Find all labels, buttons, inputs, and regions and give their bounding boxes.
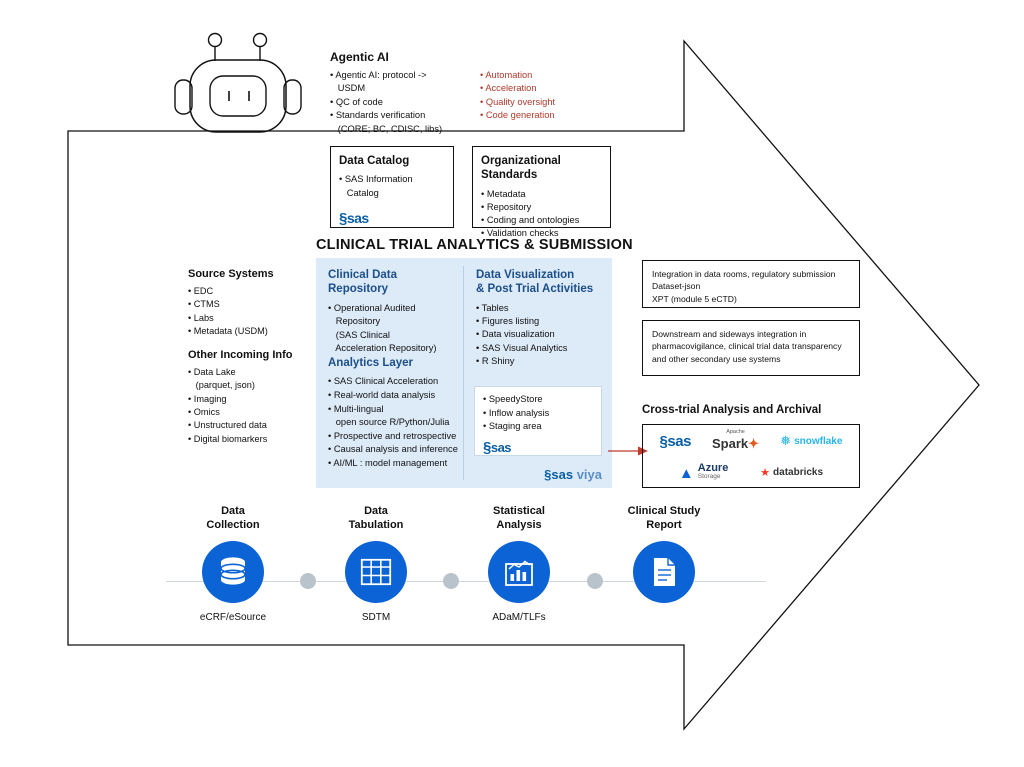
- clinical-data-repository-bullets: [328, 302, 456, 356]
- data-visualization-bullets: [476, 302, 604, 329]
- timeline-icon-circle: [633, 541, 695, 603]
- list-item: USDM: [330, 83, 366, 94]
- title-line-2: Standards: [481, 169, 538, 182]
- agentic-ai-benefits-list: [480, 69, 555, 136]
- list-item: • Imaging: [188, 393, 227, 404]
- organizational-standards-bullets: [481, 188, 602, 241]
- data-catalog-bullets: [339, 173, 445, 199]
- other-incoming-info-title: Other Incoming Info: [188, 349, 293, 361]
- list-item: Acceleration Repository): [328, 343, 437, 354]
- note-line: XPT (module 5 eCTD): [652, 293, 737, 304]
- timeline-caption: Data Collection: [206, 505, 260, 531]
- list-item: • Data Lake: [188, 367, 236, 377]
- sas-logo: §sas: [659, 432, 691, 450]
- note-line: and other secondary use systems: [652, 353, 781, 364]
- submission-integration-note: [642, 260, 860, 308]
- clinical-data-repository-block: [328, 268, 456, 356]
- panel-divider: [463, 266, 464, 480]
- note-line: pharmacovigilance, clinical trial data transparency: [652, 341, 842, 352]
- title-line-2: & Post Trial Activities: [476, 283, 594, 296]
- database-icon: [219, 557, 247, 587]
- list-item: • Omics: [188, 407, 220, 418]
- timeline-sublabel: ADaM/TLFs: [492, 611, 546, 623]
- downstream-integration-note: [642, 320, 860, 376]
- document-icon: [653, 557, 676, 587]
- list-item: • Labs: [188, 312, 214, 323]
- title-line-1: Clinical Data: [328, 269, 398, 281]
- list-item: (parquet, json): [188, 380, 255, 391]
- timeline-node-clinical-study-report: [599, 505, 729, 612]
- timeline-node-statistical-analysis: [454, 505, 584, 623]
- data-catalog-card: [330, 146, 454, 228]
- sas-viya-logo: §sas viya: [544, 467, 602, 482]
- process-timeline: [150, 505, 790, 640]
- timeline-caption: Data Tabulation: [348, 505, 404, 531]
- list-item: • Validation checks: [481, 228, 559, 239]
- analytics-layer-bullets: [328, 375, 460, 470]
- timeline-node-data-tabulation: [311, 505, 441, 623]
- list-item: • AI/ML : model management: [328, 457, 448, 468]
- timeline-icon-circle: [488, 541, 550, 603]
- list-item: • Data visualization: [476, 329, 555, 339]
- note-line: Integration in data rooms, regulatory submission: [652, 269, 836, 279]
- list-item: • Inflow analysis: [483, 407, 550, 418]
- timeline-sublabel: eCRF/eSource: [199, 611, 267, 623]
- azure-storage-logo: ▲ Azure Storage: [678, 461, 729, 483]
- bar-chart-icon: [505, 558, 533, 586]
- organizational-standards-title: [481, 154, 602, 183]
- timeline-connector-dot: [587, 573, 603, 589]
- source-systems-title: Source Systems: [188, 268, 274, 280]
- list-item: • EDC: [188, 286, 214, 296]
- timeline-sublabel: SDTM: [361, 611, 391, 623]
- title-line-1: Data Visualization: [476, 269, 575, 281]
- list-item: • R Shiny: [476, 356, 515, 367]
- timeline-caption: Clinical Study Report: [627, 505, 701, 531]
- list-item: • Unstructured data: [188, 420, 267, 431]
- clinical-data-repository-title: [328, 268, 456, 297]
- timeline-icon-circle: [202, 541, 264, 603]
- title-line-2: Repository: [328, 283, 389, 296]
- list-item: open source R/Python/Julia: [328, 417, 450, 428]
- list-item: • Operational Audited: [328, 302, 416, 313]
- source-systems-block: [188, 268, 318, 338]
- list-item: • Repository: [481, 201, 532, 212]
- list-item: (CORE; BC, CDISC, libs): [330, 123, 443, 134]
- list-item: Catalog: [339, 187, 379, 198]
- sas-viya-word-viya: viya: [576, 467, 602, 482]
- sas-viya-word-sas: sas: [551, 467, 574, 482]
- list-item: • Agentic AI: protocol ->: [330, 70, 427, 80]
- list-item: • Metadata (USDM): [188, 326, 268, 337]
- list-item: • Multi-lingual: [328, 403, 384, 414]
- list-item: • Staging area: [483, 421, 542, 432]
- sas-logo: §sas: [483, 438, 512, 456]
- timeline-connector-dot: [443, 573, 459, 589]
- agentic-ai-left-list: [330, 69, 480, 136]
- list-item: • SpeedyStore: [483, 394, 543, 404]
- other-incoming-info-list: [188, 366, 328, 446]
- list-item: • Tables: [476, 302, 509, 313]
- list-item: • Prospective and retrospective: [328, 430, 457, 441]
- data-visualization-block: [476, 268, 604, 329]
- list-item: • SAS Clinical Acceleration: [328, 376, 439, 387]
- list-item: • Coding and ontologies: [481, 215, 580, 226]
- list-item: • Causal analysis and inference: [328, 444, 458, 455]
- list-item: • Code generation: [480, 110, 555, 121]
- analytics-layer-title: Analytics Layer: [328, 357, 414, 369]
- list-item: • QC of code: [330, 96, 383, 107]
- page-title: CLINICAL TRIAL ANALYTICS & SUBMISSION: [316, 237, 633, 253]
- list-item: • Metadata: [481, 188, 526, 199]
- clinical-trial-analytics-panel: [316, 258, 612, 488]
- list-item: • SAS Information: [339, 174, 413, 185]
- organizational-standards-card: [472, 146, 611, 239]
- table-grid-icon: [361, 559, 391, 585]
- list-item: • CTMS: [188, 299, 220, 310]
- list-item: • Standards verification: [330, 110, 426, 121]
- other-incoming-info-block: [188, 349, 328, 446]
- data-visualization-title: [476, 268, 604, 297]
- list-item: • Automation: [480, 70, 533, 80]
- list-item: Repository: [328, 316, 381, 327]
- databricks-logo: ★ databricks: [760, 466, 824, 479]
- data-catalog-title: Data Catalog: [339, 155, 410, 167]
- agentic-ai-block: [330, 50, 630, 136]
- list-item: • Digital biomarkers: [188, 433, 268, 444]
- timeline-connector-dot: [300, 573, 316, 589]
- agentic-ai-title: Agentic AI: [330, 50, 389, 64]
- timeline-icon-circle: [345, 541, 407, 603]
- post-trial-activities-bullets: [476, 328, 604, 369]
- list-item: (SAS Clinical: [328, 329, 390, 340]
- analytics-layer-block: [328, 356, 460, 470]
- speedystore-card: [474, 386, 602, 456]
- list-item: • Figures listing: [476, 316, 540, 327]
- list-item: • Real-world data analysis: [328, 389, 436, 400]
- snowflake-logo: ❅ snowflake: [780, 433, 843, 448]
- sas-logo: §sas: [339, 209, 369, 227]
- note-line: Dataset-json: [652, 281, 701, 292]
- list-item: • SAS Visual Analytics: [476, 342, 568, 353]
- timeline-node-data-collection: [168, 505, 298, 623]
- robot-illustration: [170, 28, 310, 138]
- list-item: • Acceleration: [480, 83, 537, 94]
- cross-trial-title: Cross-trial Analysis and Archival: [642, 404, 822, 416]
- apache-spark-logo: Apache Spark✦: [712, 429, 760, 451]
- source-systems-list: [188, 285, 318, 338]
- title-line-1: Organizational: [481, 155, 561, 167]
- list-item: • Quality oversight: [480, 96, 556, 107]
- timeline-caption: Statistical Analysis: [493, 505, 545, 531]
- note-line: Downstream and sideways integration in: [652, 329, 807, 339]
- cross-trial-vendor-box: [642, 424, 860, 488]
